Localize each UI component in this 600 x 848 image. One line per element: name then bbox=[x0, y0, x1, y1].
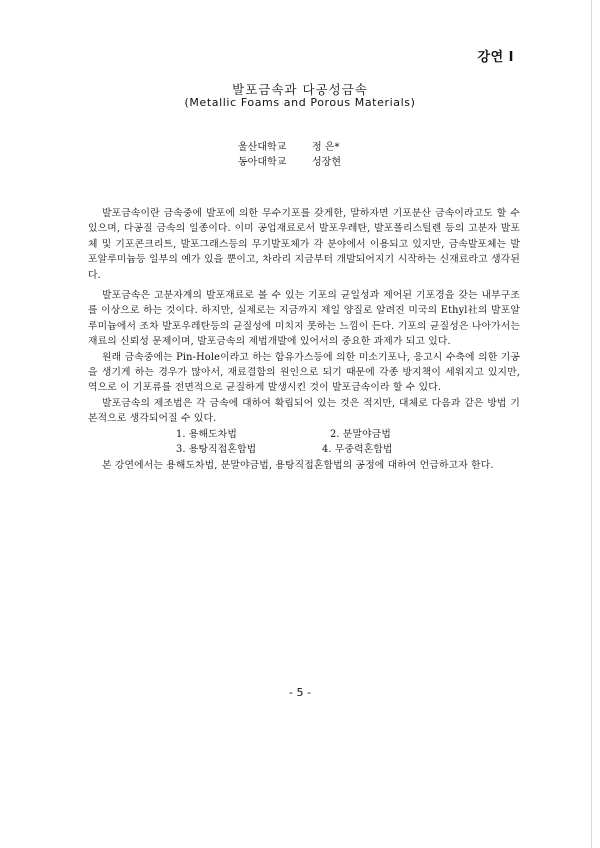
author-line-1 bbox=[238, 138, 340, 153]
author-name: 정 은* bbox=[312, 142, 340, 153]
author-affiliation: 울산대학교 bbox=[238, 142, 287, 153]
author-line-2 bbox=[238, 153, 341, 168]
korean-title: 발포금속과 다공성금속 bbox=[232, 82, 368, 97]
paragraph-2: 발포금속은 고분자계의 발포재료로 볼 수 있는 기포의 균일성과 제어된 기포경을 갖는 내부구조를 이상으로 하는 것이다. 하지만, 실제로는 지금까지 제일 양질로 알려진 미국의 Ethyl社의 발포알루미늄에서 조차 발포우레탄등의 균질성에 미치지 못하는 느낌이 든다. 기포의 균질성은 나아가서는 재료의 신뢰성 문제이며, 발포금속의 제법개발에 있어서의 중요한 과제가 되고 있다. bbox=[88, 290, 520, 348]
method-item-1: 1. 용해도차법 bbox=[176, 428, 237, 440]
lecture-label: 강연 I bbox=[477, 50, 514, 65]
paragraph-5: 본 강연에서는 용해도차법, 분말야금법, 용탕직접혼합법의 공정에 대하여 언급하고자 한다. bbox=[102, 459, 494, 471]
paragraph-3: 원래 금속중에는 Pin-Hole이라고 하는 함유가스등에 의한 미소기포나, 응고시 수축에 의한 기공을 생기게 하는 경우가 많아서, 재료결함의 원인으로 되기 때문에 각종 방지책이 세워지고 있지만, 역으로 이 기포류를 전면적으로 균질하게 발생시킨 것이 발포금속이라 할 수 있다. bbox=[88, 351, 520, 394]
page-number: - 5 - bbox=[289, 686, 311, 699]
author-affiliation: 동아대학교 bbox=[238, 157, 287, 168]
author-name: 성장현 bbox=[312, 157, 341, 168]
method-item-2: 2. 분말야금법 bbox=[330, 428, 391, 440]
paragraph-4: 발포금속의 제조법은 각 금속에 대하여 확립되어 있는 것은 적지만, 대체로 다음과 같은 방법 기본적으로 생각되어질 수 있다. bbox=[88, 397, 520, 425]
method-list bbox=[88, 427, 520, 458]
body-text bbox=[88, 206, 520, 473]
page-edge-line bbox=[591, 0, 592, 848]
paragraph-1: 발포금속이란 금속중에 발포에 의한 무수기포를 갖게한, 말하자면 기포분산 금속이라고도 할 수 있으며, 다공질 금속의 일종이다. 이미 공업재료로서 발포우레탄, 발포폴리스틸렌 등의 고분자 발포체 및 기포콘크리트, 발포그래스등의 무기발포체가 각 분야에서 이용되고 있지만, 금속발포체는 발포알루미늄등 일부의 예가 있을 뿐이고, 차라리 지금부터 개발되어지기 시작하는 신재료라고 생각된다. bbox=[88, 208, 520, 281]
english-title: (Metallic Foams and Porous Materials) bbox=[184, 96, 416, 109]
method-item-4: 4. 무중력혼합법 bbox=[322, 444, 393, 456]
method-item-3: 3. 용탕직접혼합법 bbox=[176, 444, 257, 456]
